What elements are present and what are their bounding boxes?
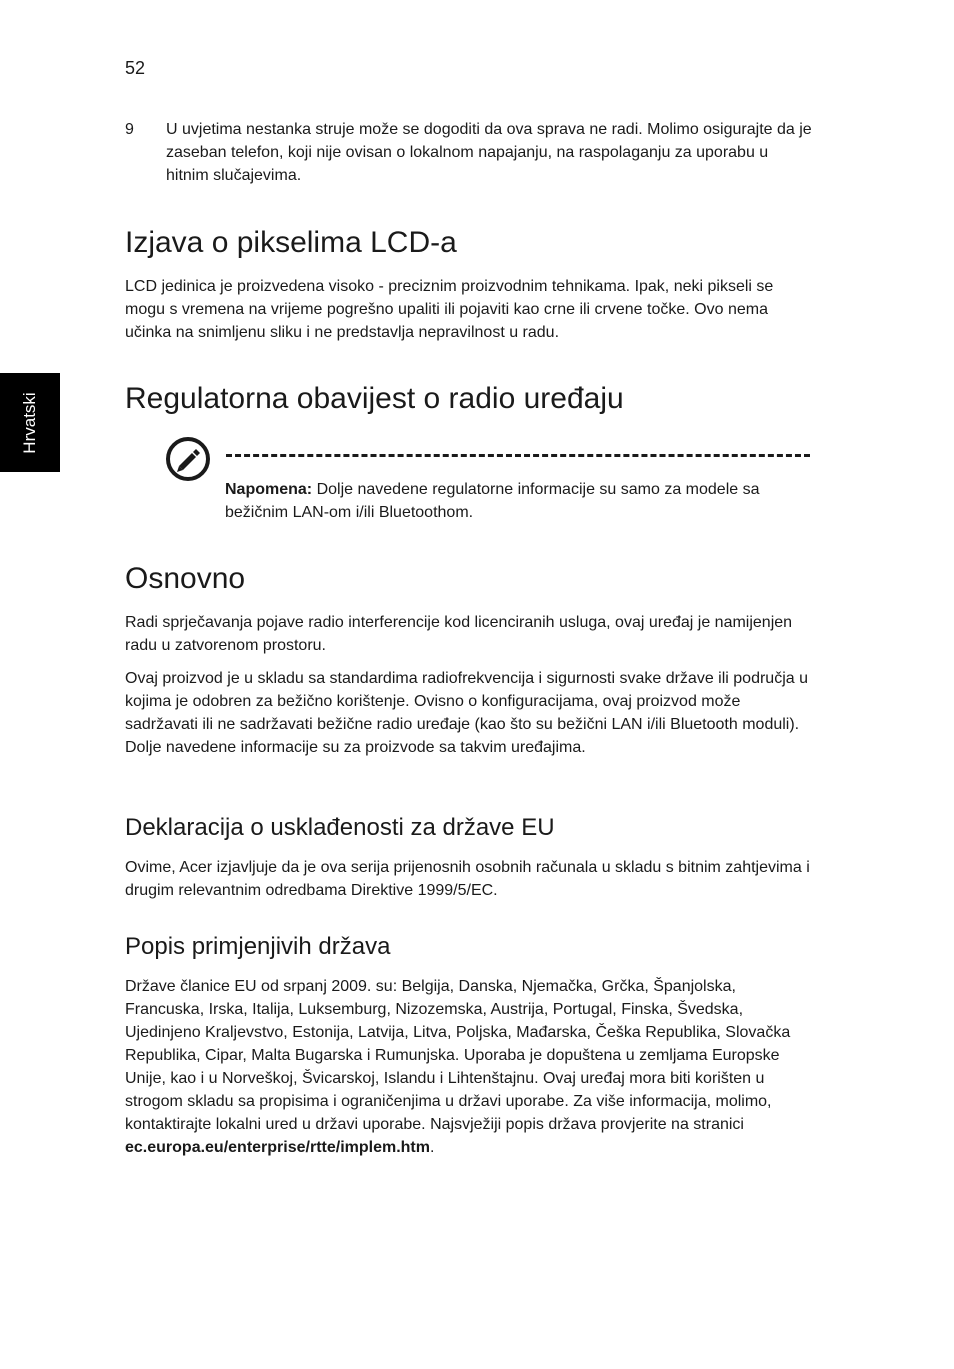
language-label: Hrvatski [20, 392, 39, 454]
page-number: 52 [125, 58, 146, 78]
eu-body: Ovime, Acer izjavljuje da je ova serija prijenosnih osobnih računala u skladu s bitnim zahtjevima i drugim relevantnim odredbama Direktive 1999/5/EC. [125, 859, 810, 899]
countries-end: . [429, 1139, 435, 1156]
basic-para1: Radi sprječavanja pojave radio interferencije kod licenciranih usluga, ovaj uređaj je namijenjen radu u zatvorenom prostoru. [125, 614, 793, 654]
note-text [225, 478, 805, 524]
countries-body [125, 975, 815, 1159]
countries-heading: Popis primjenjivih država [125, 933, 391, 960]
eu-heading: Deklaracija o usklađenosti za države EU [125, 814, 555, 841]
item-number: 9 [125, 121, 134, 138]
lcd-heading: Izjava o pikselima LCD-a [125, 226, 457, 259]
lcd-body: LCD jedinica je proizvedena visoko - preciznim proizvodnim tehnikama. Ipak, neki pikseli se mogu s vremena na vrijeme pogrešno upaliti ili pojaviti kao crne ili crvene točke. Ovo nema učinka na snimljenu sliku i ne predstavlja nepravilnost u radu. [125, 278, 774, 341]
note-divider [226, 454, 810, 457]
basic-para2: Ovaj proizvod je u skladu sa standardima radiofrekvencija i sigurnosti svake države ili područja u kojima je odobren za bežično korištenje. Ovisno o konfiguracijama, ovaj proizvod može sadržavati ili ne sadržavati bežične radio uređaje (kao što su bežični LAN i/ili Bluetooth moduli). Dolje navedene informacije su za proizvode sa takvim uređajima. [125, 670, 808, 756]
note-icon [165, 436, 211, 482]
basic-heading: Osnovno [125, 562, 246, 595]
countries-link[interactable]: ec.europa.eu/enterprise/rtte/implem.htm [125, 1139, 430, 1156]
numbered-item [125, 118, 815, 187]
countries-text: Države članice EU od srpanj 2009. su: Belgija, Danska, Njemačka, Grčka, Španjolska, Francuska, Irska, Italija, Luksemburg, Nizozemska, Austrija, Portugal, Finska, Švedska, Ujedinjeno Kraljevstvo, Estonija, Latvija, Litva, Poljska, Mađarska, Češka Republika, Slovačka Republika, Cipar, Malta Bugarska i Rumunjska. Uporaba je dopuštena u zemljama Europske Unije, kao i u Norveškoj, Švicarskoj, Islandu i Lihtenštajnu. Ovaj uređaj mora biti korišten u strogom skladu sa propisima i ograničenjima u državi uporabe. Za više informacija, molimo, kontaktirajte lokalni ured u državi uporabe. Najsvježiji popis država provjerite na stranici [125, 978, 791, 1133]
note-body: Dolje navedene regulatorne informacije su samo za modele sa bežičnim LAN-om i/ili Bluetoothom. [225, 481, 760, 521]
item-text: U uvjetima nestanka struje može se dogoditi da ova sprava ne radi. Molimo osigurajte da je zaseban telefon, koji nije ovisan o lokalnom napajanju, na raspolaganju za uporabu u hitnim slučajevima. [166, 121, 812, 184]
language-side-tab [0, 373, 60, 472]
note-label: Napomena: [225, 481, 313, 498]
radio-heading: Regulatorna obavijest o radio uređaju [125, 382, 624, 415]
